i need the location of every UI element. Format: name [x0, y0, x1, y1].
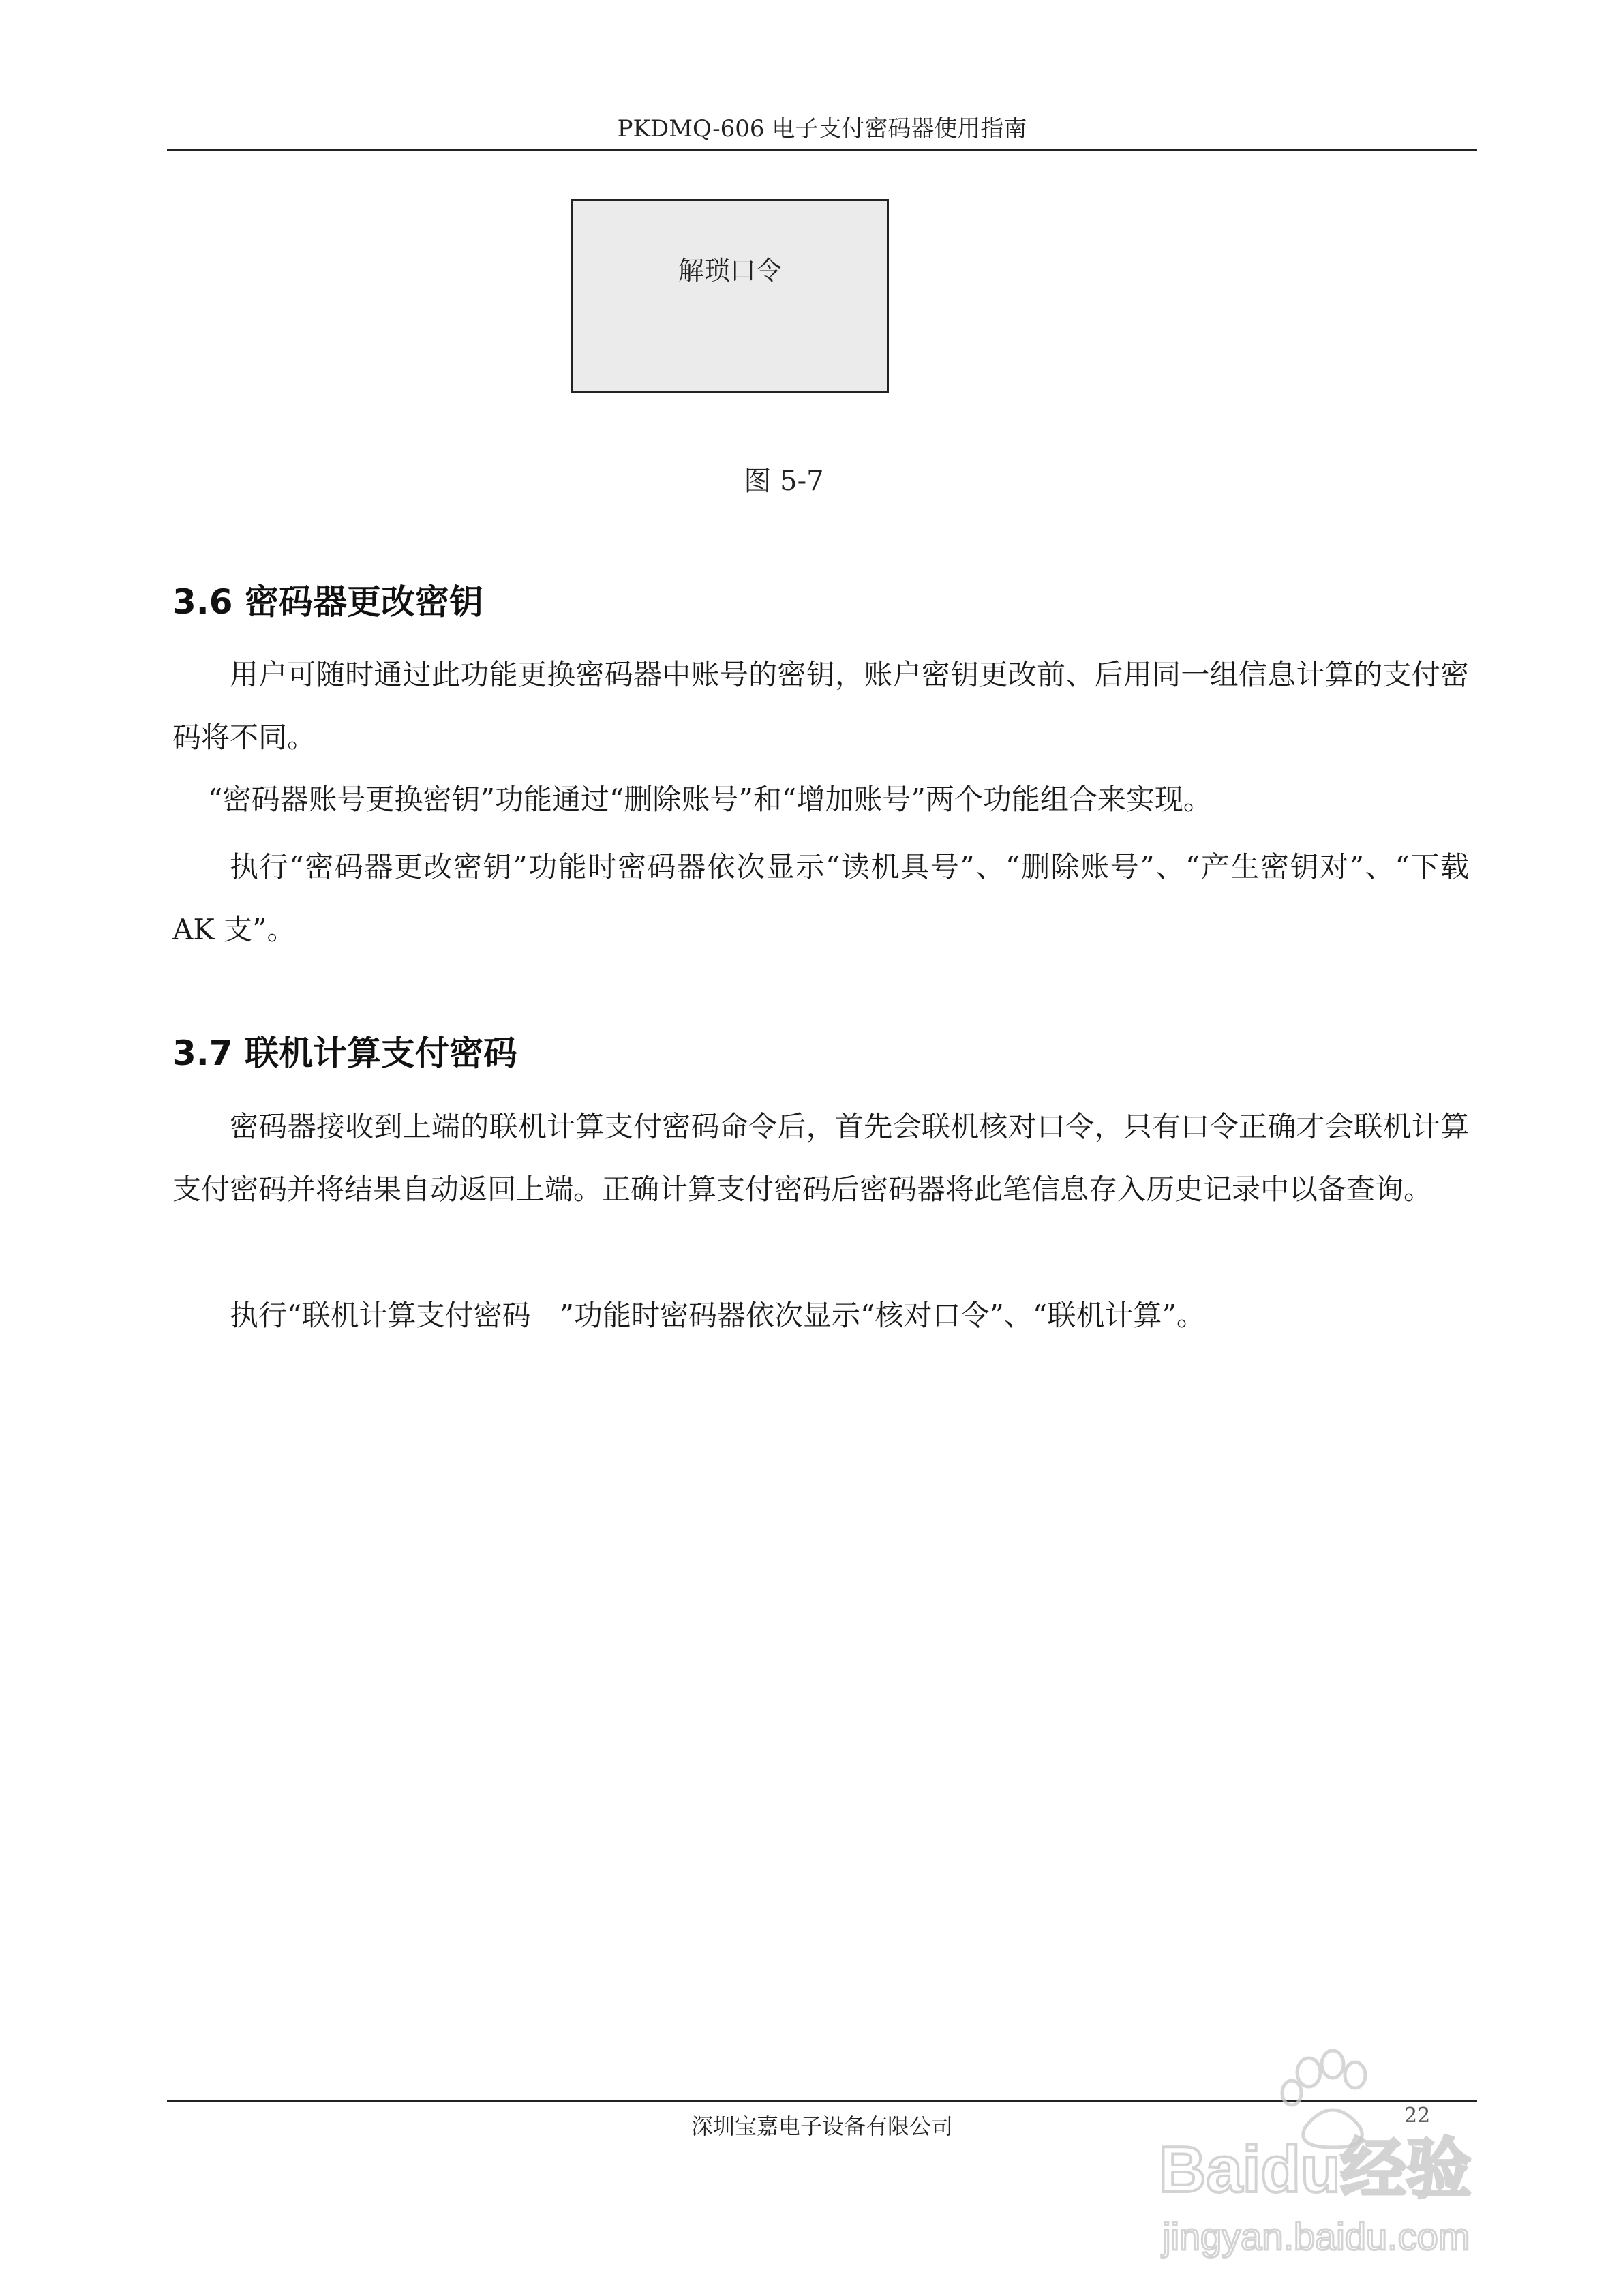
section-3-7-paragraph-1: 密码器接收到上端的联机计算支付密码命令后，首先会联机核对口令，只有口令正确才会联机计算支付密码并将结果自动返回上端。正确计算支付密码后密码器将此笔信息存入历史记录中以备查询。 — [172, 1110, 1469, 1206]
page-header-title: PKDMQ-606 电子支付密码器使用指南 — [617, 115, 1027, 142]
figure-5-7-display-box — [571, 199, 889, 393]
section-heading-3-6: 3.6 密码器更改密钥 — [172, 582, 483, 622]
footer-page-number: 22 — [1404, 2104, 1431, 2128]
section-3-6-paragraph-3: 执行“密码器更改密钥”功能时密码器依次显示“读机具号”、“删除账号”、“产生密钥对”、“下载 AK 支”。 — [172, 850, 1469, 946]
section-3-6-paragraph-1: 用户可随时通过此功能更换密码器中账号的密钥，账户密钥更改前、后用同一组信息计算的支付密码将不同。 — [172, 658, 1469, 754]
section-3-7-paragraph-2: 执行“联机计算支付密码 ”功能时密码器依次显示“核对口令”、“联机计算”。 — [230, 1299, 1205, 1332]
watermark-url-text: jingyan.baidu.com — [1162, 2215, 1470, 2258]
footer-company-name: 深圳宝嘉电子设备有限公司 — [691, 2113, 953, 2139]
section-heading-3-7: 3.7 联机计算支付密码 — [172, 1033, 517, 1073]
baidu-jingyan-watermark — [1138, 2045, 1520, 2270]
section-3-6-paragraph-2: “密码器账号更换密钥”功能通过“删除账号”和“增加账号”两个功能组合来实现。 — [208, 783, 1212, 816]
watermark-brand-text: Baidu经验 — [1159, 2133, 1472, 2206]
figure-caption: 图 5-7 — [744, 466, 824, 497]
header-divider — [167, 149, 1477, 151]
figure-box-label: 解琐口令 — [678, 256, 782, 286]
